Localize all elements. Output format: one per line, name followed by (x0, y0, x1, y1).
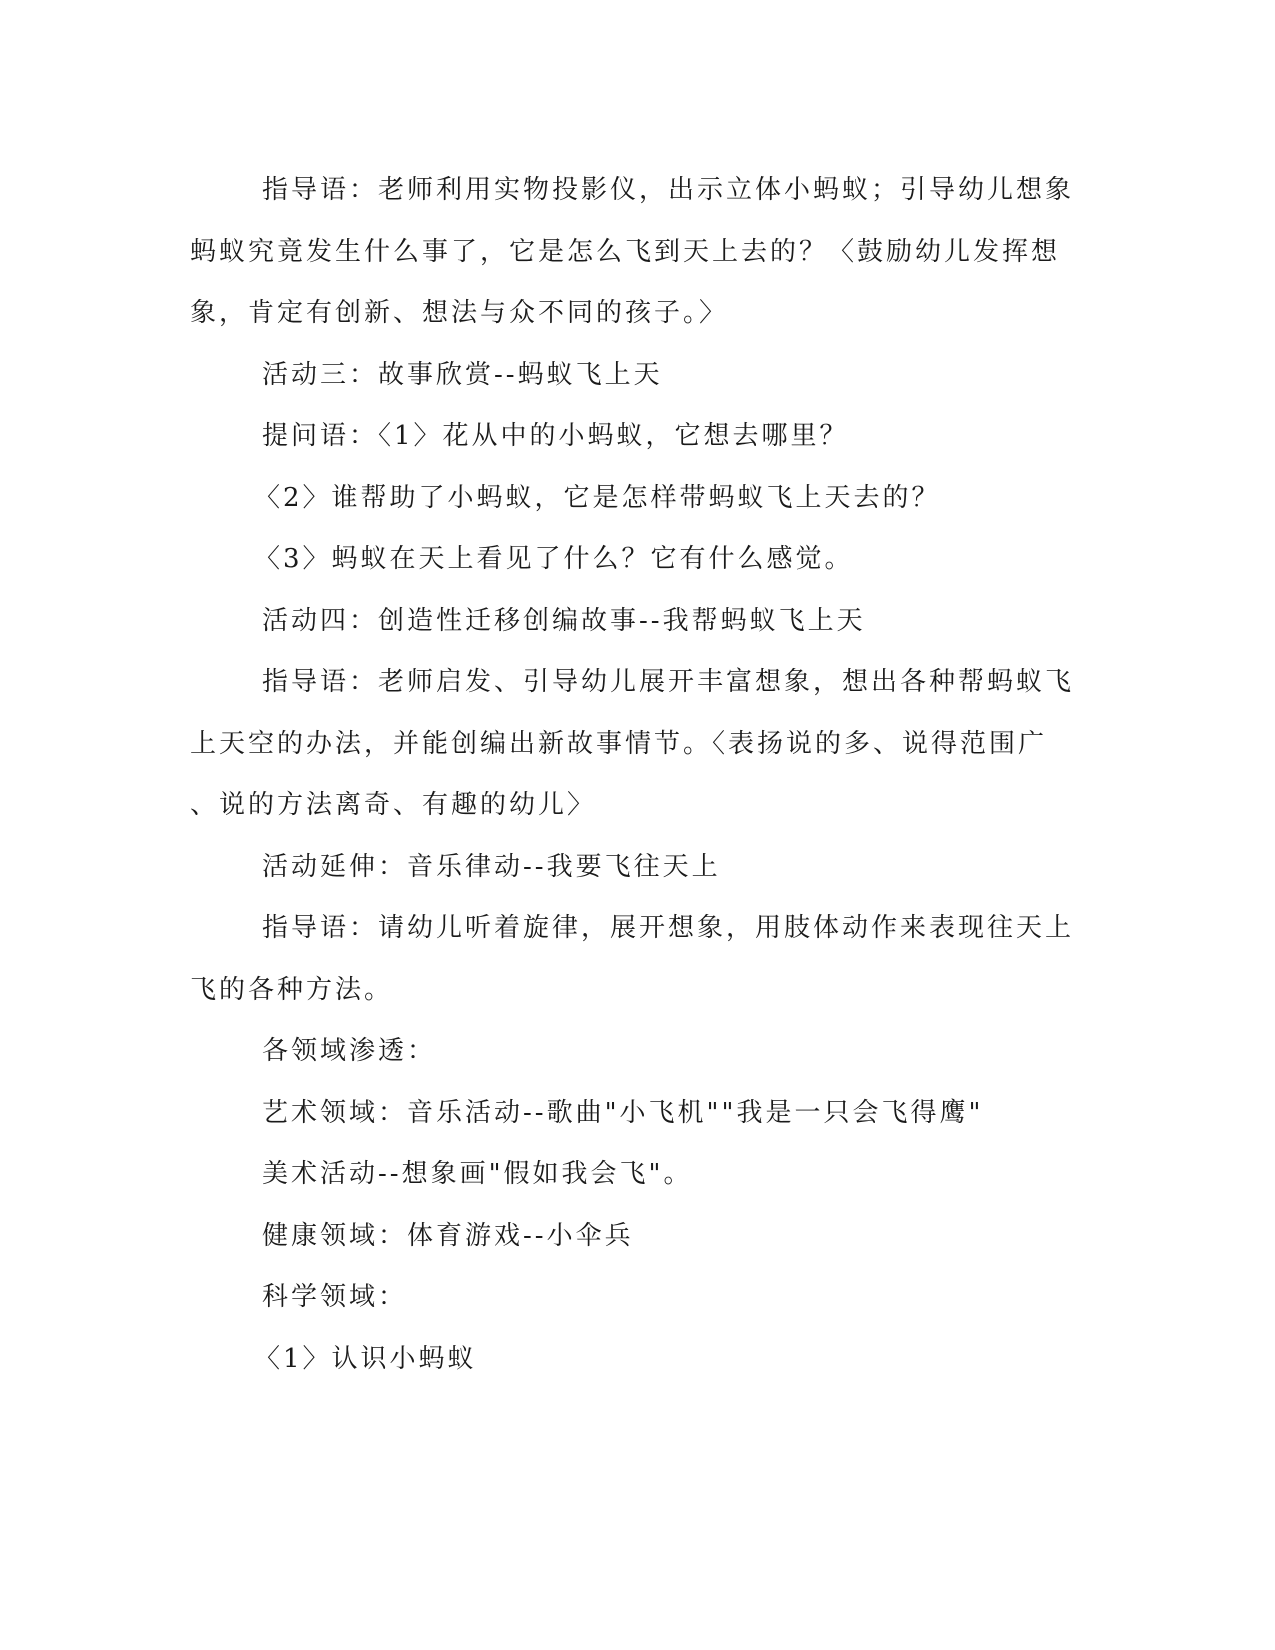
domain-line-art: 艺术领域：音乐活动--歌曲"小飞机""我是一只会飞得鹰" (262, 1097, 984, 1128)
question-line: 〈2〉谁帮助了小蚂蚁，它是怎样带蚂蚁飞上天去的？ (254, 482, 941, 513)
paragraph-line: 飞的各种方法。 (190, 974, 394, 1005)
list-item: 〈1〉认识小蚂蚁 (254, 1343, 477, 1374)
question-line: 提问语：〈1〉花从中的小蚂蚁，它想去哪里？ (262, 421, 849, 451)
section-heading-activity-three: 活动三：故事欣赏--蚂蚁飞上天 (262, 359, 663, 390)
paragraph-line: 上天空的办法，并能创编出新故事情节。〈表扬说的多、说得范围广 (190, 728, 1048, 759)
domain-line-fine-art: 美术活动--想象画"假如我会飞"。 (262, 1159, 693, 1189)
domain-line-health: 健康领域：体育游戏--小伞兵 (262, 1220, 634, 1251)
paragraph-line: 指导语：老师启发、引导幼儿展开丰富想象，想出各种帮蚂蚁飞 (262, 667, 1075, 697)
paragraph-line: 象，肯定有创新、想法与众不同的孩子。〉 (190, 298, 729, 328)
section-heading-domains: 各领域渗透： (262, 1036, 437, 1066)
section-heading-activity-four: 活动四：创造性迁移创编故事--我帮蚂蚁飞上天 (262, 605, 866, 636)
question-line: 〈3〉蚂蚁在天上看见了什么？它有什么感觉。 (254, 544, 854, 574)
paragraph-line: 指导语：老师利用实物投影仪，出示立体小蚂蚁；引导幼儿想象 (262, 175, 1075, 205)
domain-line-science: 科学领域： (262, 1282, 408, 1312)
document-body (190, 160, 1075, 1390)
paragraph-line: 蚂蚁究竟发生什么事了，它是怎么飞到天上去的？〈鼓励幼儿发挥想 (190, 236, 1061, 267)
paragraph-line: 指导语：请幼儿听着旋律，展开想象，用肢体动作来表现往天上 (262, 913, 1075, 943)
section-heading-activity-extension: 活动延伸：音乐律动--我要飞往天上 (262, 851, 721, 882)
paragraph-line: 、说的方法离奇、有趣的幼儿〉 (190, 790, 597, 820)
